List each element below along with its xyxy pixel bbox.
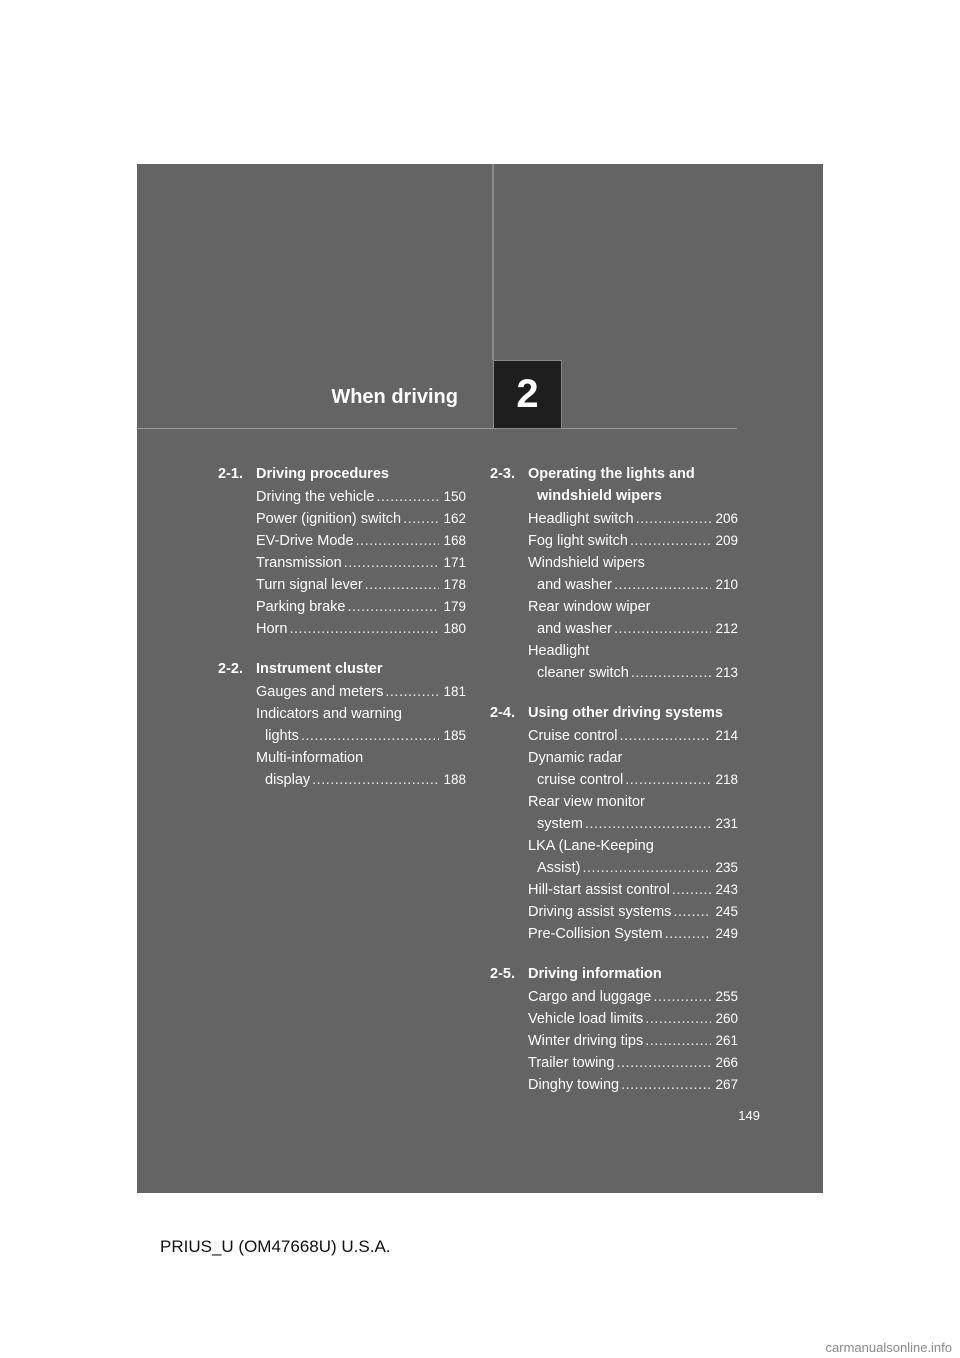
page-number: 149 bbox=[738, 1108, 760, 1123]
dot-leader bbox=[621, 1074, 711, 1096]
toc-entry[interactable] bbox=[528, 530, 738, 552]
dot-leader bbox=[619, 725, 711, 747]
section-number: 2-4. bbox=[490, 705, 515, 721]
section-heading bbox=[218, 658, 466, 680]
entry-row bbox=[528, 769, 738, 791]
dot-leader bbox=[673, 901, 711, 923]
dot-leader bbox=[585, 813, 712, 835]
toc-entry[interactable] bbox=[528, 747, 738, 791]
toc-entry[interactable] bbox=[528, 901, 738, 923]
section-entries bbox=[490, 725, 738, 945]
entry-label: Gauges and meters bbox=[256, 684, 384, 700]
entry-label: Cargo and luggage bbox=[528, 989, 652, 1005]
toc-section bbox=[218, 658, 466, 791]
dot-leader bbox=[665, 923, 712, 945]
entry-page: 249 bbox=[715, 926, 738, 941]
entry-label-cont: cleaner switch bbox=[537, 665, 629, 681]
section-heading bbox=[490, 702, 738, 724]
toc-entry[interactable] bbox=[256, 552, 466, 574]
toc-column-right bbox=[490, 463, 738, 1114]
dot-leader bbox=[617, 1052, 712, 1074]
toc-section bbox=[490, 702, 738, 945]
section-heading bbox=[490, 463, 738, 507]
toc-entry[interactable] bbox=[528, 791, 738, 835]
entry-page: 255 bbox=[715, 989, 738, 1004]
entry-label: Driving assist systems bbox=[528, 904, 672, 920]
section-entries bbox=[490, 986, 738, 1096]
section-title-line-2: windshield wipers bbox=[537, 488, 662, 504]
entry-label: Dynamic radar bbox=[528, 750, 623, 766]
entry-page: 214 bbox=[715, 728, 738, 743]
toc-entry[interactable] bbox=[256, 508, 466, 530]
dot-leader bbox=[289, 618, 439, 640]
dot-leader bbox=[630, 530, 712, 552]
entry-label: Pre-Collision System bbox=[528, 926, 663, 942]
entry-label: Hill-start assist control bbox=[528, 882, 670, 898]
entry-row bbox=[528, 857, 738, 879]
dot-leader bbox=[356, 530, 440, 552]
entry-page: 213 bbox=[715, 665, 738, 680]
entry-label-cont: Assist) bbox=[537, 860, 581, 876]
toc-entry[interactable] bbox=[528, 508, 738, 530]
divider-vertical bbox=[492, 164, 494, 360]
dot-leader bbox=[636, 508, 712, 530]
divider-horizontal bbox=[137, 428, 737, 429]
toc-entry[interactable] bbox=[256, 530, 466, 552]
section-title-line: Driving information bbox=[528, 966, 662, 982]
entry-label: Rear window wiper bbox=[528, 599, 651, 615]
dot-leader bbox=[614, 574, 712, 596]
section-heading bbox=[490, 963, 738, 985]
entry-label: Dinghy towing bbox=[528, 1077, 620, 1093]
section-number: 2-1. bbox=[218, 466, 243, 482]
dot-leader bbox=[625, 769, 711, 791]
entry-label: EV-Drive Mode bbox=[256, 533, 354, 549]
toc-column-left bbox=[218, 463, 466, 809]
chapter-number: 2 bbox=[516, 372, 539, 416]
dot-leader bbox=[376, 486, 439, 508]
toc-entry[interactable] bbox=[528, 1030, 738, 1052]
entry-page: 261 bbox=[715, 1033, 738, 1048]
entry-page: 179 bbox=[443, 599, 466, 614]
entry-label: Headlight bbox=[528, 643, 590, 659]
entry-label-cont: cruise control bbox=[537, 772, 624, 788]
toc-entry[interactable] bbox=[256, 703, 466, 747]
entry-page: 231 bbox=[715, 816, 738, 831]
dot-leader bbox=[645, 1030, 711, 1052]
entry-page: 260 bbox=[715, 1011, 738, 1026]
entry-row bbox=[256, 769, 466, 791]
entry-page: 171 bbox=[443, 555, 466, 570]
toc-entry[interactable] bbox=[528, 1008, 738, 1030]
dot-leader bbox=[645, 1008, 711, 1030]
entry-page: 206 bbox=[715, 511, 738, 526]
toc-entry[interactable] bbox=[528, 640, 738, 684]
entry-page: 168 bbox=[443, 533, 466, 548]
entry-label: Driving the vehicle bbox=[256, 489, 375, 505]
entry-label: Rear view monitor bbox=[528, 794, 645, 810]
section-title bbox=[528, 702, 738, 724]
entry-page: 185 bbox=[443, 728, 466, 743]
dot-leader bbox=[653, 986, 711, 1008]
entry-label: Turn signal lever bbox=[256, 577, 363, 593]
entry-page: 150 bbox=[443, 489, 466, 504]
section-entries bbox=[218, 486, 466, 640]
entry-label: Cruise control bbox=[528, 728, 618, 744]
entry-label: Trailer towing bbox=[528, 1055, 615, 1071]
toc-entry[interactable] bbox=[256, 618, 466, 640]
entry-page: 162 bbox=[443, 511, 466, 526]
entry-label: Transmission bbox=[256, 555, 342, 571]
toc-entry[interactable] bbox=[528, 596, 738, 640]
entry-page: 180 bbox=[443, 621, 466, 636]
entry-label: Fog light switch bbox=[528, 533, 628, 549]
dot-leader bbox=[344, 552, 440, 574]
toc-entry[interactable] bbox=[256, 574, 466, 596]
dot-leader bbox=[365, 574, 440, 596]
entry-label: Power (ignition) switch bbox=[256, 511, 402, 527]
toc-entry[interactable] bbox=[528, 725, 738, 747]
entry-page: 181 bbox=[443, 684, 466, 699]
entry-label-cont: lights bbox=[265, 728, 299, 744]
entry-page: 267 bbox=[715, 1077, 738, 1092]
dot-leader bbox=[403, 508, 439, 530]
section-title-line: Driving procedures bbox=[256, 466, 389, 482]
section-entries bbox=[218, 681, 466, 791]
dot-leader bbox=[301, 725, 440, 747]
toc-entry[interactable] bbox=[528, 1052, 738, 1074]
entry-page: 188 bbox=[443, 772, 466, 787]
entry-row bbox=[528, 662, 738, 684]
entry-label-cont: display bbox=[265, 772, 311, 788]
entry-page: 243 bbox=[715, 882, 738, 897]
footer-model-code: PRIUS_U (OM47668U) U.S.A. bbox=[160, 1237, 391, 1256]
dot-leader bbox=[614, 618, 712, 640]
entry-label: LKA (Lane-Keeping bbox=[528, 838, 654, 854]
toc-entry[interactable] bbox=[528, 879, 738, 901]
entry-page: 212 bbox=[715, 621, 738, 636]
entry-label: Indicators and warning bbox=[256, 706, 402, 722]
entry-page: 245 bbox=[715, 904, 738, 919]
entry-label: Vehicle load limits bbox=[528, 1011, 644, 1027]
toc-entry[interactable] bbox=[256, 747, 466, 791]
entry-page: 178 bbox=[443, 577, 466, 592]
toc-section bbox=[218, 463, 466, 640]
entry-label: Headlight switch bbox=[528, 511, 634, 527]
section-title-line: Using other driving systems bbox=[528, 705, 723, 721]
entry-label-cont: and washer bbox=[537, 577, 612, 593]
dot-leader bbox=[347, 596, 439, 618]
section-number: 2-2. bbox=[218, 661, 243, 677]
section-number: 2-5. bbox=[490, 966, 515, 982]
entry-label-cont: and washer bbox=[537, 621, 612, 637]
section-heading bbox=[218, 463, 466, 485]
dot-leader bbox=[583, 857, 712, 879]
entry-label: Multi-information bbox=[256, 750, 364, 766]
section-title-line: Instrument cluster bbox=[256, 661, 383, 677]
dot-leader bbox=[385, 681, 439, 703]
toc-entry[interactable] bbox=[528, 835, 738, 879]
entry-row bbox=[256, 725, 466, 747]
entry-page: 235 bbox=[715, 860, 738, 875]
entry-label: Windshield wipers bbox=[528, 555, 645, 571]
dot-leader bbox=[631, 662, 712, 684]
entry-label-cont: system bbox=[537, 816, 583, 832]
section-title-line: Operating the lights and bbox=[528, 466, 695, 482]
toc-section bbox=[490, 963, 738, 1096]
toc-entry[interactable] bbox=[528, 1074, 738, 1096]
chapter-number-tab bbox=[493, 360, 562, 429]
section-title bbox=[528, 963, 738, 985]
toc-entry[interactable] bbox=[528, 986, 738, 1008]
entry-row bbox=[528, 618, 738, 640]
entry-page: 210 bbox=[715, 577, 738, 592]
toc-entry[interactable] bbox=[256, 681, 466, 703]
toc-entry[interactable] bbox=[528, 923, 738, 945]
chapter-title: When driving bbox=[331, 386, 458, 408]
section-title bbox=[528, 463, 738, 507]
toc-entry[interactable] bbox=[256, 486, 466, 508]
dot-leader bbox=[312, 769, 439, 791]
entry-label: Winter driving tips bbox=[528, 1033, 644, 1049]
entry-page: 218 bbox=[715, 772, 738, 787]
entry-label: Parking brake bbox=[256, 599, 346, 615]
toc-section bbox=[490, 463, 738, 684]
watermark: carmanualsonline.info bbox=[825, 1340, 952, 1355]
section-title bbox=[256, 463, 466, 485]
section-number: 2-3. bbox=[490, 466, 515, 482]
section-title bbox=[256, 658, 466, 680]
toc-entry[interactable] bbox=[256, 596, 466, 618]
entry-label: Horn bbox=[256, 621, 288, 637]
section-entries bbox=[490, 508, 738, 684]
entry-page: 266 bbox=[715, 1055, 738, 1070]
toc-entry[interactable] bbox=[528, 552, 738, 596]
entry-page: 209 bbox=[715, 533, 738, 548]
dot-leader bbox=[672, 879, 712, 901]
entry-row bbox=[528, 813, 738, 835]
entry-row bbox=[528, 574, 738, 596]
